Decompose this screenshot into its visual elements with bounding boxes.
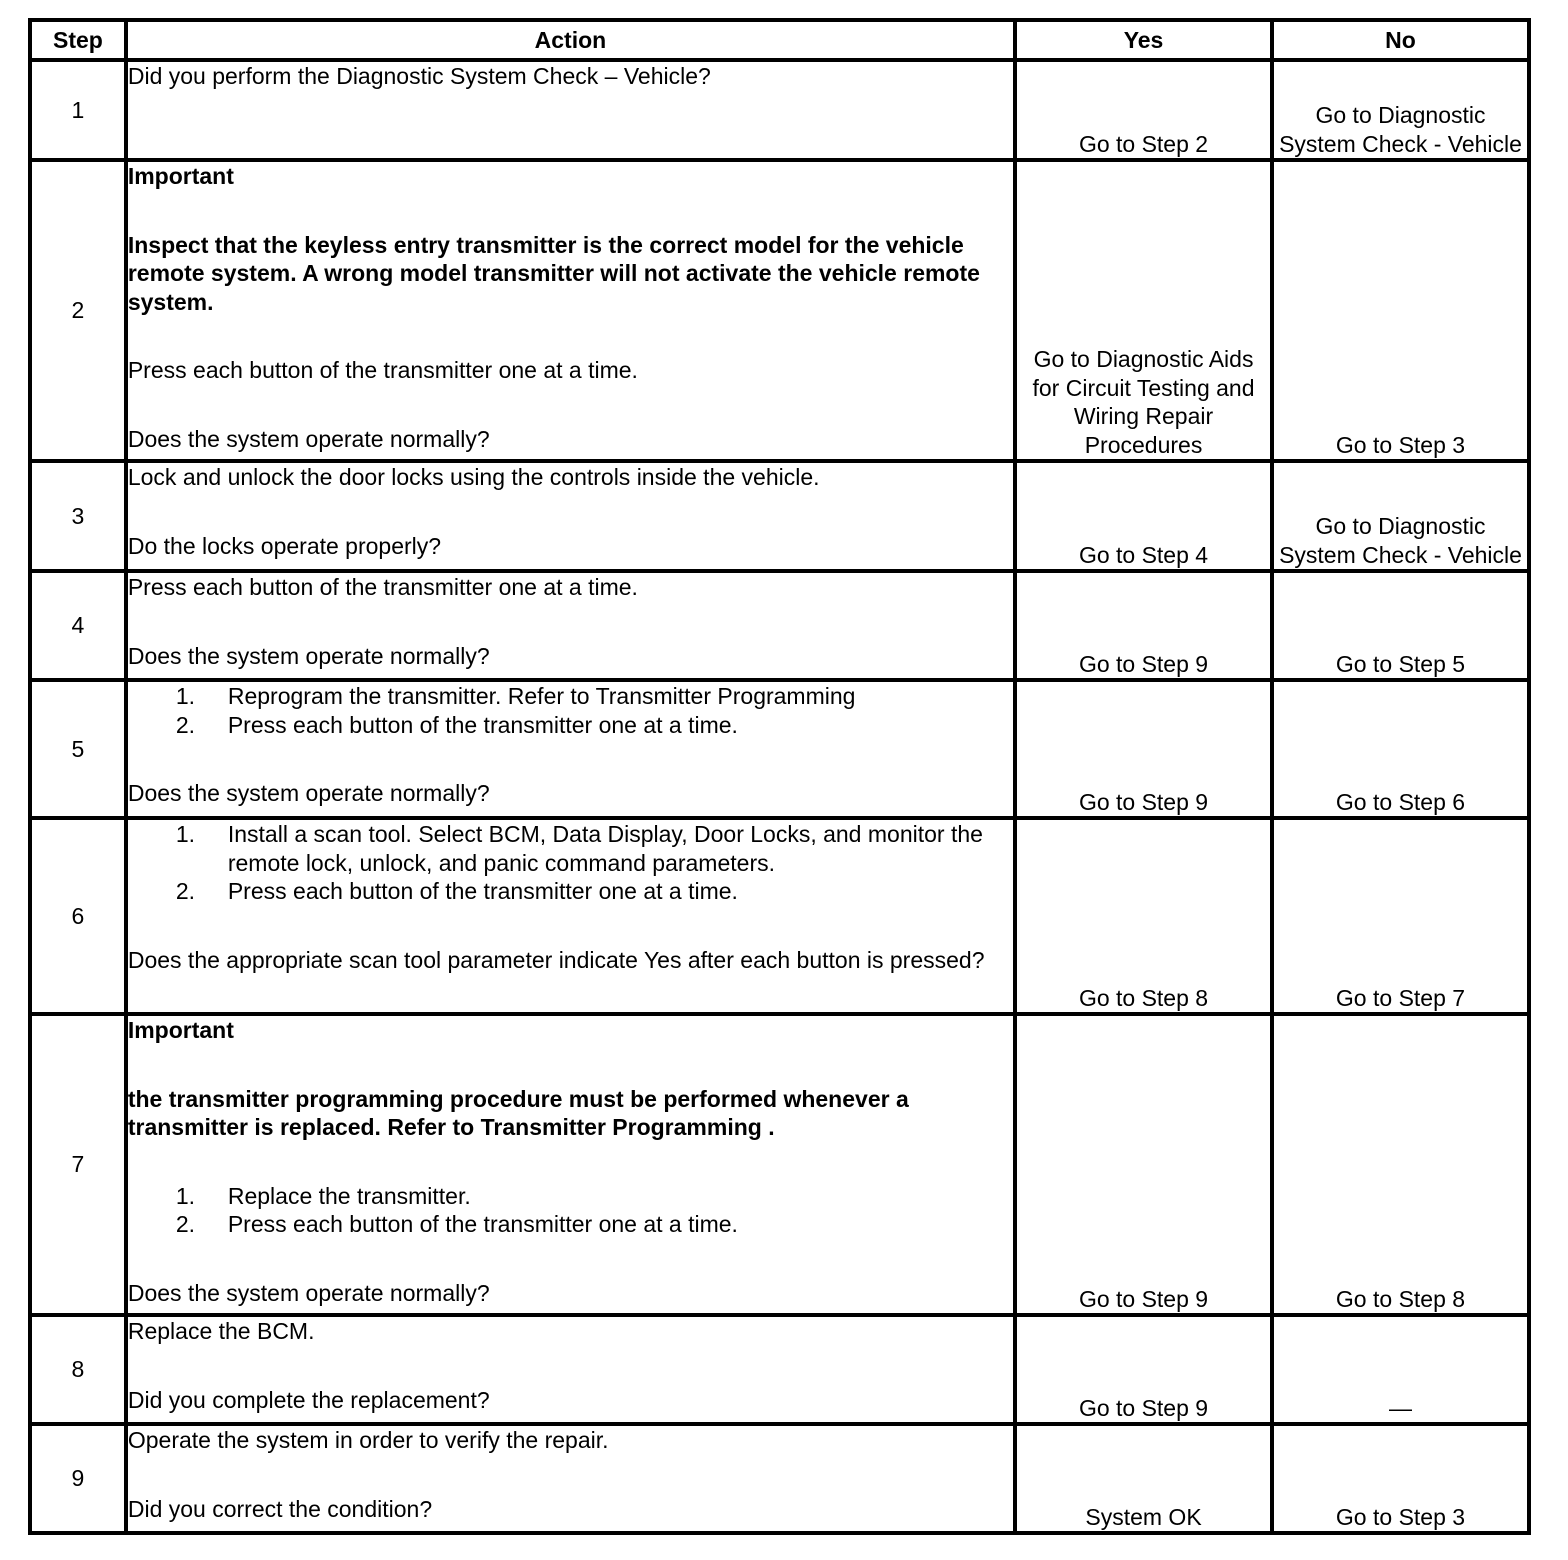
no-cell: Go to Step 7 (1272, 818, 1529, 1014)
action-question: Did you complete the replacement? (127, 1386, 490, 1413)
important-label: Important (127, 163, 234, 189)
action-question: Does the system operate normally? (127, 642, 490, 669)
no-cell: Go to Step 6 (1272, 680, 1529, 818)
no-cell: Go to Step 3 (1272, 160, 1529, 461)
yes-cell: Go to Step 8 (1015, 818, 1272, 1014)
no-cell: Go to Step 5 (1272, 571, 1529, 680)
table-row (30, 571, 1529, 680)
table-row (30, 461, 1529, 571)
list-number: 1. (175, 683, 196, 709)
table-row (30, 1315, 1529, 1424)
table-row (30, 818, 1529, 1014)
list-number: 1. (175, 821, 196, 847)
list-text: Press each button of the transmitter one at a time. (227, 711, 738, 738)
table-row (30, 680, 1529, 818)
no-cell: Go to Step 3 (1272, 1424, 1529, 1533)
step-number: 6 (30, 818, 126, 1014)
action-question: Does the appropriate scan tool parameter indicate Yes after each button is pressed? (127, 946, 985, 973)
list-number: 2. (175, 711, 196, 738)
action-question: Does the system operate normally? (127, 1279, 490, 1306)
list-item (128, 877, 1013, 906)
yes-cell: Go to Step 4 (1015, 461, 1272, 571)
list-item (128, 1210, 1013, 1239)
header-step: Step (30, 20, 126, 60)
action-cell (126, 571, 1015, 680)
list-text: Reprogram the transmitter. Refer to Transmitter Programming (227, 683, 856, 709)
list-text: Press each button of the transmitter one at a time. (227, 1211, 738, 1237)
action-question: Does the system operate normally? (127, 780, 490, 806)
table-row (30, 60, 1529, 160)
diagnostic-table (28, 18, 1531, 1535)
action-question: Do the locks operate properly? (127, 532, 442, 559)
step-number: 1 (30, 60, 126, 160)
action-instruction: Operate the system in order to verify the repair. (127, 1427, 609, 1453)
important-label: Important (127, 1017, 234, 1043)
list-item (128, 1182, 1013, 1211)
no-cell: — (1272, 1315, 1529, 1424)
action-cell (126, 60, 1015, 160)
step-number: 2 (30, 160, 126, 461)
no-cell: Go to Step 8 (1272, 1014, 1529, 1315)
yes-cell: Go to Step 9 (1015, 1014, 1272, 1315)
important-text: Inspect that the keyless entry transmitter is the correct model for the vehicle remote system. A wrong model transmitter will not activate the vehicle remote system. (127, 231, 980, 315)
action-cell (126, 1315, 1015, 1424)
no-cell: Go to Diagnostic System Check - Vehicle (1272, 60, 1529, 160)
action-cell (126, 160, 1015, 461)
header-action: Action (126, 20, 1015, 60)
yes-cell: Go to Step 9 (1015, 680, 1272, 818)
yes-cell: System OK (1015, 1424, 1272, 1533)
action-cell (126, 1014, 1015, 1315)
action-cell (126, 461, 1015, 571)
list-item (128, 682, 1013, 711)
action-instruction: Lock and unlock the door locks using the controls inside the vehicle. (127, 464, 820, 490)
list-number: 2. (175, 878, 196, 904)
action-instruction: Press each button of the transmitter one at a time. (127, 357, 638, 383)
step-number: 4 (30, 571, 126, 680)
list-item (128, 820, 1013, 877)
action-cell (126, 1424, 1015, 1533)
yes-cell: Go to Step 2 (1015, 60, 1272, 160)
list-text: Install a scan tool. Select BCM, Data Display, Door Locks, and monitor the remote lock, unlock, and panic command parameters. (227, 821, 983, 876)
step-number: 7 (30, 1014, 126, 1315)
table-row (30, 160, 1529, 461)
yes-cell: Go to Diagnostic Aids for Circuit Testing and Wiring Repair Procedures (1015, 160, 1272, 461)
action-question: Did you perform the Diagnostic System Check – Vehicle? (127, 63, 711, 89)
header-no: No (1272, 20, 1529, 60)
list-text: Press each button of the transmitter one at a time. (227, 878, 738, 904)
step-number: 3 (30, 461, 126, 571)
step-number: 8 (30, 1315, 126, 1424)
table-row (30, 1014, 1529, 1315)
step-number: 9 (30, 1424, 126, 1533)
list-number: 1. (175, 1182, 196, 1209)
action-instruction: Replace the BCM. (127, 1318, 315, 1344)
list-text: Replace the transmitter. (227, 1182, 471, 1209)
yes-cell: Go to Step 9 (1015, 1315, 1272, 1424)
list-number: 2. (175, 1211, 196, 1237)
table-header-row (30, 20, 1529, 60)
yes-cell: Go to Step 9 (1015, 571, 1272, 680)
table-row (30, 1424, 1529, 1533)
action-question: Did you correct the condition? (127, 1495, 433, 1522)
action-list (128, 682, 1013, 739)
action-question: Does the system operate normally? (127, 425, 490, 452)
action-cell (126, 818, 1015, 1014)
header-yes: Yes (1015, 20, 1272, 60)
action-list (128, 820, 1013, 906)
list-item (128, 711, 1013, 740)
no-cell: Go to Diagnostic System Check - Vehicle (1272, 461, 1529, 571)
step-number: 5 (30, 680, 126, 818)
action-list (128, 1182, 1013, 1239)
action-cell (126, 680, 1015, 818)
action-instruction: Press each button of the transmitter one at a time. (127, 574, 638, 600)
important-text: the transmitter programming procedure must be performed whenever a transmitter is replaced. Refer to Transmitter Programming . (127, 1085, 909, 1140)
